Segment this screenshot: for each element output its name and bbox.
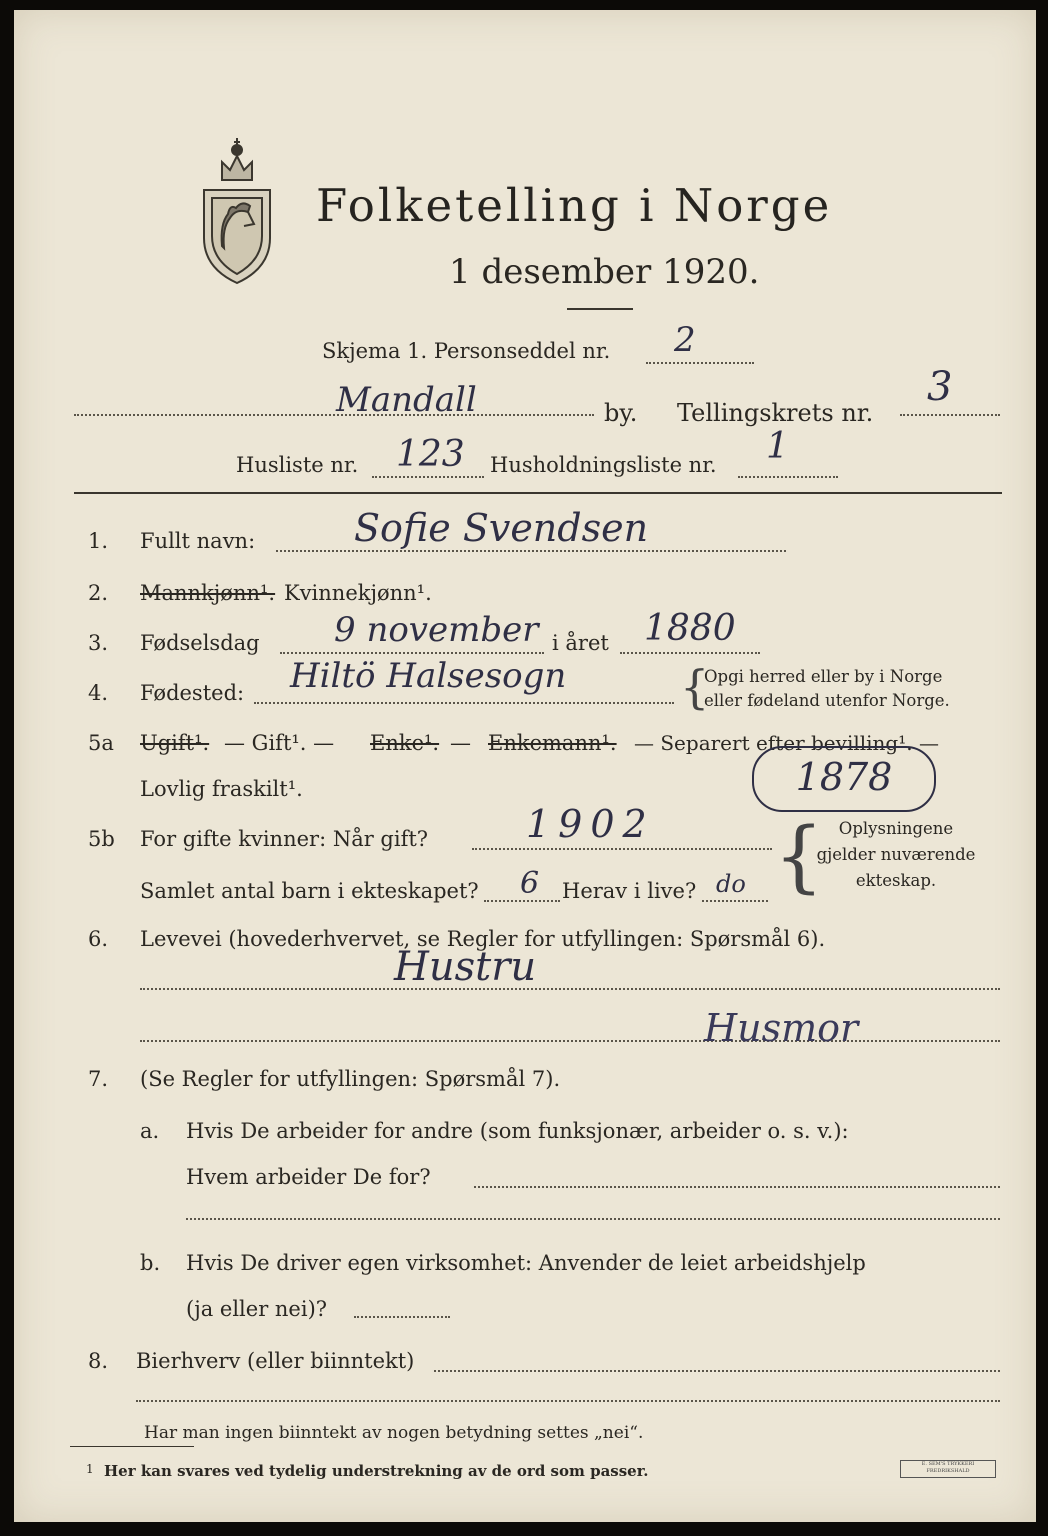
footnote-text: Her kan svares ved tydelig understrekning av de ord som passer. <box>104 1462 649 1480</box>
header-rule <box>74 492 1002 494</box>
q2-number: 2. <box>88 581 109 605</box>
q7a-question: Hvem arbeider De for? <box>186 1165 431 1189</box>
district-value-line <box>900 414 1000 416</box>
q5b-alive-value: do <box>716 870 746 898</box>
q2-option-male: Mannkjønn¹. <box>140 581 276 605</box>
q8-number: 8. <box>88 1349 109 1373</box>
q6-value2: Husmor <box>704 1006 859 1050</box>
q4-note-brace: { <box>680 660 710 714</box>
household-label: Husholdningsliste nr. <box>490 453 717 477</box>
q6-label: Levevei (hovederhvervet, se Regler for utfyllingen: Spørsmål 6). <box>140 927 826 951</box>
house-value-line <box>372 476 484 478</box>
schema-value-line <box>646 362 754 364</box>
town-value: Mandall <box>336 380 477 420</box>
q7a-line2 <box>186 1218 1000 1220</box>
q5b-note-brace: { <box>774 812 824 902</box>
household-value-line <box>738 476 838 478</box>
house-value: 123 <box>396 434 465 475</box>
q1-label: Fullt navn: <box>140 529 256 553</box>
schema-label: Skjema 1. Personseddel nr. <box>322 339 611 363</box>
town-value-line <box>74 414 594 416</box>
q1-number: 1. <box>88 529 109 553</box>
q3-day-value: 9 november <box>334 610 539 650</box>
q5a-lovlig-fraskilt: Lovlig fraskilt¹. <box>140 777 303 801</box>
q5b-number: 5b <box>88 827 115 851</box>
q7-number: 7. <box>88 1067 109 1091</box>
title-divider <box>567 308 633 310</box>
q4-note-line2: eller fødeland utenfor Norge. <box>704 691 950 710</box>
q5b-married-line <box>472 848 772 850</box>
q5a-gift: — Gift¹. — <box>224 731 335 755</box>
q4-value-line <box>254 702 674 704</box>
q5a-enke: Enke¹. <box>370 731 440 755</box>
printer-stamp <box>900 1460 996 1478</box>
q5b-married-value: 1902 <box>526 802 655 846</box>
q5a-number: 5a <box>88 731 114 755</box>
q7a-line1 <box>474 1186 1000 1188</box>
q5a-separert: — Separert efter bevilling¹. — <box>634 731 939 755</box>
q3-year-value: 1880 <box>644 608 736 649</box>
q6-line2 <box>140 1040 1000 1042</box>
q7b-question: (ja eller nei)? <box>186 1297 328 1321</box>
q8-line2 <box>136 1400 1000 1402</box>
q7b-letter: b. <box>140 1251 161 1275</box>
footnote-rule <box>70 1446 194 1447</box>
q4-number: 4. <box>88 681 109 705</box>
census-date: 1 desember 1920. <box>449 252 760 292</box>
q8-label: Bierhverv (eller biinntekt) <box>136 1349 415 1373</box>
q7a-text: Hvis De arbeider for andre (som funksjonær, arbeider o. s. v.): <box>186 1119 849 1143</box>
q1-value: Sofie Svendsen <box>354 506 649 550</box>
q2-option-female: Kvinnekjønn¹. <box>284 581 432 605</box>
q3-year-label: i året <box>552 631 609 655</box>
q5a-ugift: Ugift¹. <box>140 731 210 755</box>
q3-day-line <box>280 652 544 654</box>
q7b-line <box>354 1316 450 1318</box>
q8-note: Har man ingen biinntekt av nogen betydning settes „nei“. <box>144 1423 644 1443</box>
norway-coat-of-arms-icon <box>192 128 282 288</box>
district-label: Tellingskrets nr. <box>677 399 874 427</box>
q7-label: (Se Regler for utfyllingen: Spørsmål 7). <box>140 1067 561 1091</box>
q7b-text: Hvis De driver egen virksomhet: Anvender de leiet arbeidshjelp <box>186 1251 866 1275</box>
census-form-sheet <box>14 10 1036 1522</box>
q5a-sep: — <box>450 731 471 755</box>
q5b-label-alive: Herav i live? <box>562 879 697 903</box>
q1-value-line <box>276 550 786 552</box>
q7a-letter: a. <box>140 1119 160 1143</box>
q5a-enkemann: Enkemann¹. <box>488 731 617 755</box>
q6-number: 6. <box>88 927 109 951</box>
q3-label: Fødselsdag <box>140 631 260 655</box>
q5b-note-line3: ekteskap. <box>855 871 937 890</box>
q4-label: Fødested: <box>140 681 245 705</box>
schema-value: 2 <box>674 320 696 360</box>
q6-line1 <box>140 988 1000 990</box>
q5b-note-line2: gjelder nuværende <box>816 845 976 864</box>
q6-value: Hustru <box>394 944 537 990</box>
printer-stamp-text: E. SEM'S TRYKKERI FREDRIKSHALD <box>921 1461 975 1474</box>
q3-year-line <box>620 652 760 654</box>
form-title: Folketelling i Norge <box>316 179 833 232</box>
q4-value: Hiltö Halsesogn <box>290 656 567 696</box>
q5a-annotation: 1878 <box>752 746 936 812</box>
q5b-note-line1: Oplysningene <box>838 819 954 838</box>
household-value: 1 <box>766 426 789 467</box>
q3-number: 3. <box>88 631 109 655</box>
town-suffix: by. <box>604 399 638 427</box>
district-value: 3 <box>927 364 953 410</box>
q4-note-line1: Opgi herred eller by i Norge <box>704 667 943 686</box>
house-label: Husliste nr. <box>236 453 359 477</box>
q5b-label-children: Samlet antal barn i ekteskapet? <box>140 879 479 903</box>
footnote-mark: 1 <box>86 1462 94 1476</box>
q8-line1 <box>434 1370 1000 1372</box>
q5b-label-married: For gifte kvinner: Når gift? <box>140 827 429 851</box>
q5b-children-value: 6 <box>520 866 540 901</box>
q5b-alive-line <box>702 900 768 902</box>
